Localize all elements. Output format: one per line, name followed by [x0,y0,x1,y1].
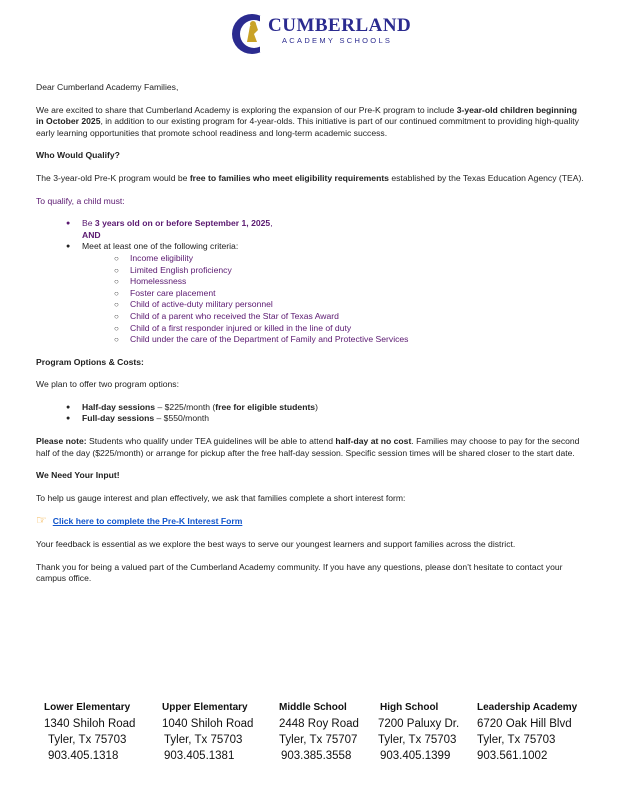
note-paragraph: Please note: Students who qualify under TEA guidelines will be able to attend half-day at no cost. Families may choose to pay for the second half of the day ($225/month) or arrange for pickup after the free half-day session. Specific session times will be shared closer to the start date. [36,436,580,458]
brand-name: CUMBERLAND [268,15,412,36]
campus-name: Upper Elementary [162,702,248,713]
form-link-row [36,515,584,528]
criteria-item: ○ Foster care placement [114,288,584,300]
full-day-option: ● Full-day sessions – $550/month [66,413,584,425]
criteria-item: ○ Income eligibility [114,253,584,265]
greeting: Dear Cumberland Academy Families, [36,82,179,92]
criteria-item: ○ Child of active-duty military personnel [114,299,584,311]
criteria-item: ○ Homelessness [114,276,584,288]
pointing-hand-icon: ☞ [36,513,47,528]
campus-upper-elementary [162,700,253,764]
campus-city: Tyler, Tx 75703 [477,734,556,746]
logo-wordmark [268,16,411,46]
campus-address: 2448 Roy Road [279,718,359,730]
criteria-item: ○ Child under the care of the Department of Family and Protective Services [114,334,584,346]
campus-middle-school [279,700,359,764]
campus-leadership-academy [477,700,577,764]
input-heading: We Need Your Input! [36,470,120,481]
feedback-paragraph: Your feedback is essential as we explore the best ways to serve our youngest learners and support families across the district. [36,539,516,550]
half-day-option: ● Half-day sessions – $225/month (free for eligible students) [66,402,584,414]
campus-high-school [378,700,459,764]
campus-address: 6720 Oak Hill Blvd [477,718,572,730]
options-list [36,402,584,425]
campus-name: Leadership Academy [477,702,578,713]
options-intro: We plan to offer two program options: [36,379,179,390]
criteria-item: ○ Child of a parent who received the Star of Texas Award [114,311,584,323]
qualify-list [36,218,584,346]
campus-phone: 903.405.1399 [380,750,451,762]
letter-body [36,82,584,596]
must-label: To qualify, a child must: [36,195,125,206]
criteria-item: ○ Child of a first responder injured or killed in the line of duty [114,323,584,335]
campus-city: Tyler, Tx 75703 [164,734,243,746]
qualify-paragraph: The 3-year-old Pre-K program would be free to families who meet eligibility requirements established by the Texas Education Agency (TEA). [36,172,584,183]
intro-paragraph: We are excited to share that Cumberland Academy is exploring the expansion of our Pre-K program to include 3-year-old children beginning in October 2025, in addition to our existing program for 4-year-olds. This initiative is part of our continued commitment to providing high-quality early learning opportunities that promote school readiness and long-term academic success. [36,104,579,138]
campus-name: Middle School [279,702,347,713]
campus-city: Tyler, Tx 75703 [378,734,457,746]
campus-address: 1040 Shiloh Road [162,718,254,730]
criteria-list [82,253,584,346]
campus-name: High School [380,702,439,713]
campus-phone: 903.561.1002 [477,750,548,762]
campus-city: Tyler, Tx 75707 [279,734,358,746]
and-connector: AND [82,229,101,240]
campus-address: 1340 Shiloh Road [44,718,136,730]
qualify-heading: Who Would Qualify? [36,150,120,161]
criteria-item: ○ Limited English proficiency [114,265,584,277]
campus-phone: 903.385.3558 [281,750,352,762]
campus-city: Tyler, Tx 75703 [48,734,127,746]
campus-lower-elementary [44,700,135,764]
campus-phone: 903.405.1318 [48,750,119,762]
criteria-requirement: ● Meet at least one of the following criteria: ○ Income eligibility ○ Limited English proficiency ○ Homelessness ○ Foster care placement ○ Child of active-duty military personnel ○ Child of a parent who received the Star of Texas Award ○ Child of a first responder injured or killed in the line of duty ○ Child under the care of the Department of Family and Protective Services [66,241,584,345]
campus-phone: 903.405.1381 [164,750,235,762]
age-requirement: ● Be 3 years old on or before September 1, 2025, AND [66,218,584,241]
brand-subtitle: ACADEMY SCHOOLS [282,36,393,45]
thanks-paragraph: Thank you for being a valued part of the Cumberland Academy community. If you have any questions, please don't hesitate to contact your campus office. [36,561,563,584]
options-heading: Program Options & Costs: [36,356,144,367]
interest-form-link[interactable]: Click here to complete the Pre-K Interest Form [52,516,243,527]
input-paragraph: To help us gauge interest and plan effectively, we ask that families complete a short interest form: [36,492,406,503]
campus-name: Lower Elementary [44,702,131,713]
campus-address: 7200 Paluxy Dr. [378,718,460,730]
